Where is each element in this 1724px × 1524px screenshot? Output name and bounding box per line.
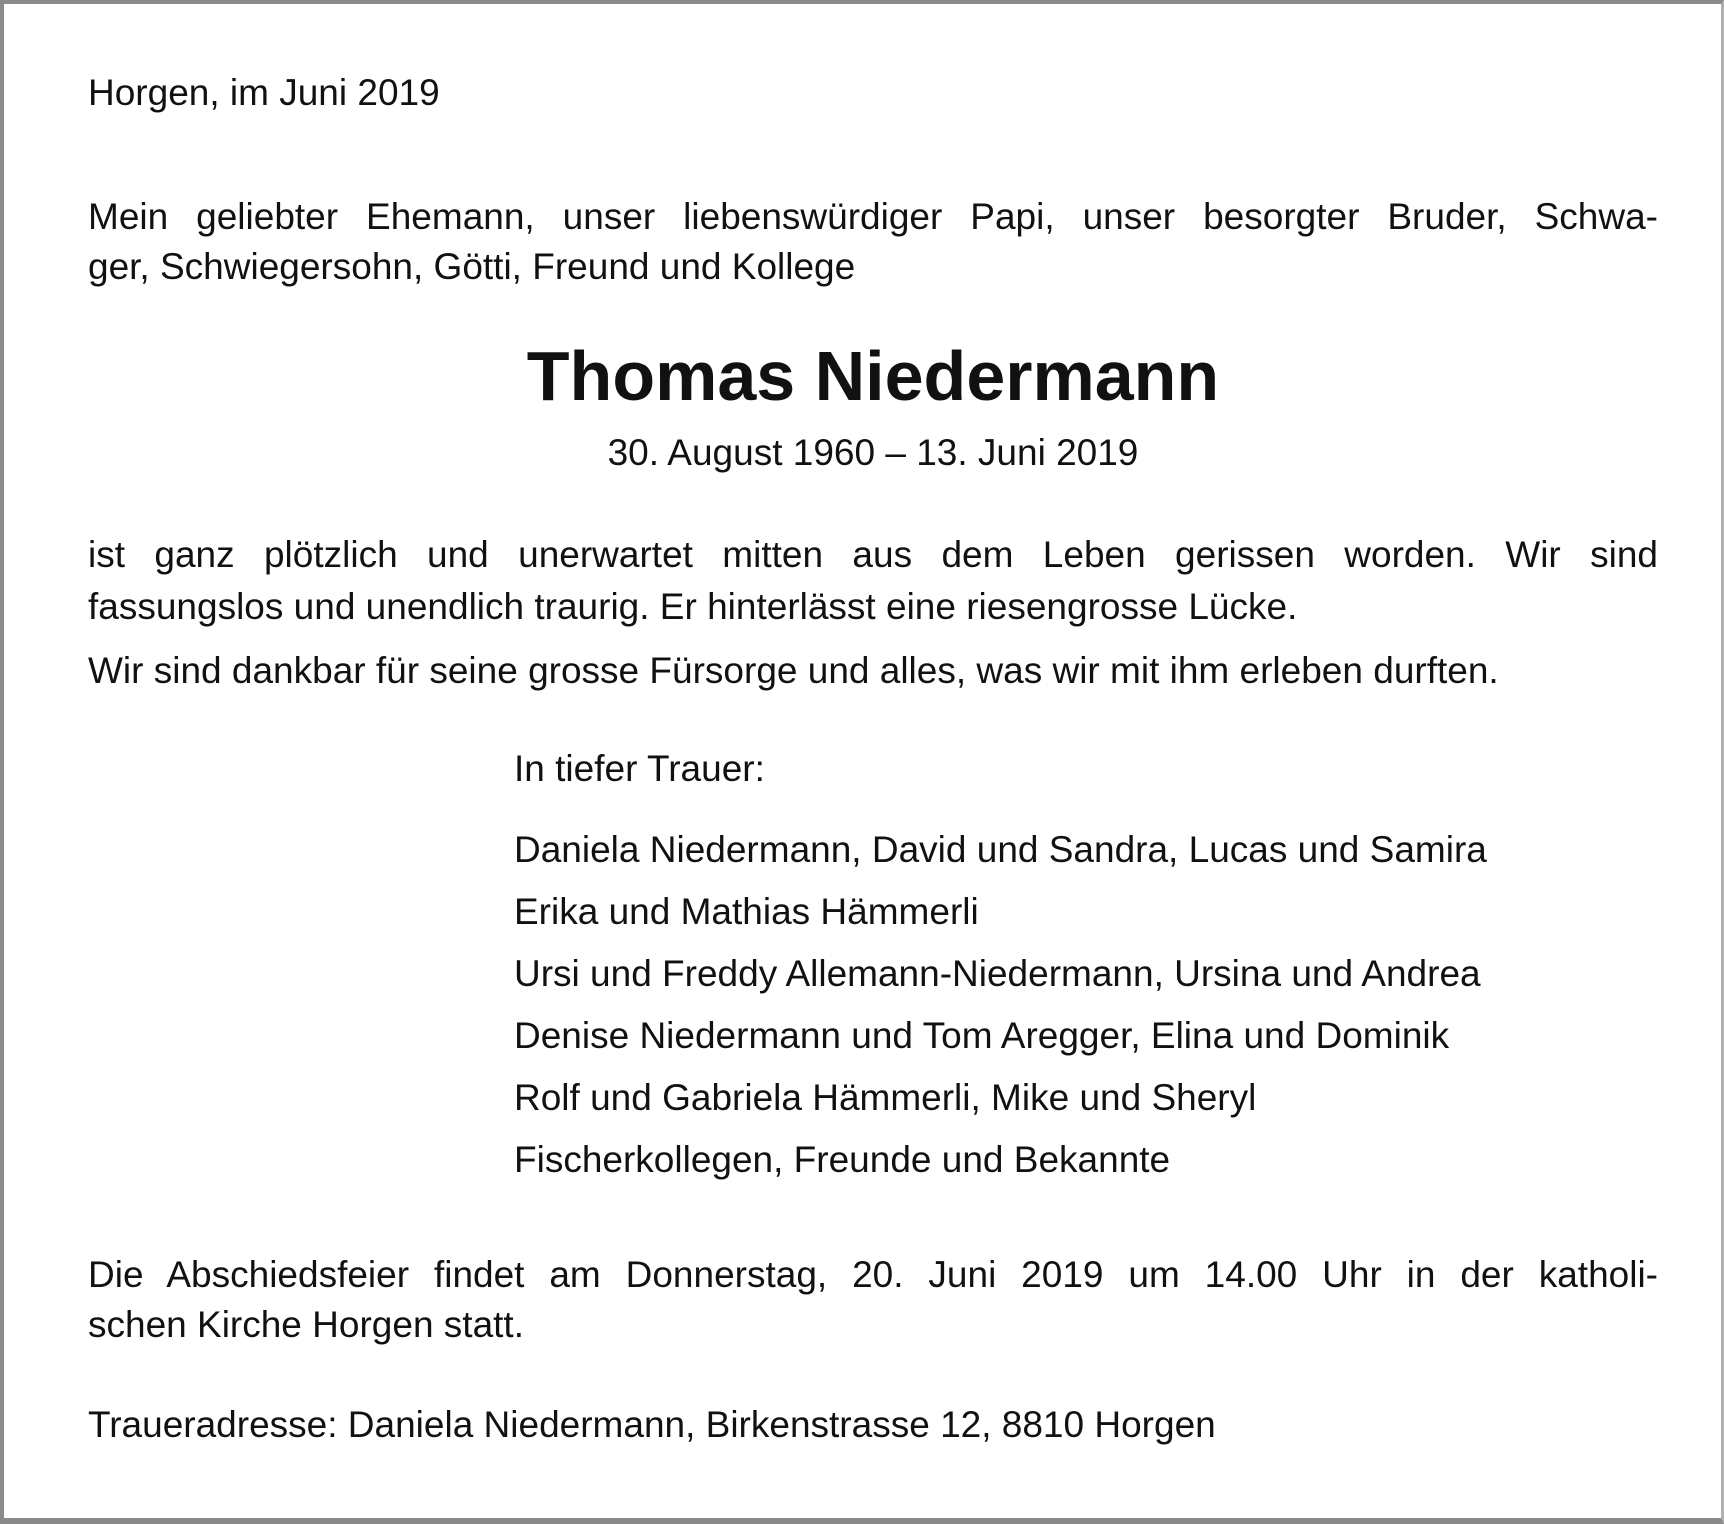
life-dates: 30. August 1960 – 13. Juni 2019 bbox=[607, 432, 1139, 473]
intro-line-2: ger, Schwiegersohn, Götti, Freund und Kollege bbox=[88, 246, 856, 287]
body-line-2: fassungslos und unendlich traurig. Er hinterlässt eine riesengrosse Lücke. bbox=[88, 586, 1298, 627]
intro-line-1: Mein geliebter Ehemann, unser liebenswürdiger Papi, unser besorgter Bruder, Schwa- bbox=[88, 196, 1658, 237]
mourner-entry: Erika und Mathias Hämmerli bbox=[514, 891, 979, 932]
mourner-entry: Rolf und Gabriela Hämmerli, Mike und Sheryl bbox=[514, 1077, 1257, 1118]
place-date: Horgen, im Juni 2019 bbox=[88, 72, 440, 113]
mourner-entry: Ursi und Freddy Allemann-Niedermann, Ursina und Andrea bbox=[514, 953, 1481, 994]
deceased-name: Thomas Niedermann bbox=[526, 337, 1220, 415]
mourning-heading: In tiefer Trauer: bbox=[514, 748, 765, 789]
mourner-entry: Fischerkollegen, Freunde und Bekannte bbox=[514, 1139, 1171, 1180]
mourner-entry: Denise Niedermann und Tom Aregger, Elina und Dominik bbox=[514, 1015, 1450, 1056]
ceremony-line-2: schen Kirche Horgen statt. bbox=[88, 1304, 524, 1345]
body-line-3: Wir sind dankbar für seine grosse Fürsorge und alles, was wir mit ihm erleben durften. bbox=[88, 650, 1499, 691]
ceremony-line-1: Die Abschiedsfeier findet am Donnerstag, 20. Juni 2019 um 14.00 Uhr in der katholi- bbox=[88, 1254, 1658, 1295]
body-line-1: ist ganz plötzlich und unerwartet mitten aus dem Leben gerissen worden. Wir sind bbox=[88, 534, 1658, 575]
mourners-list bbox=[514, 819, 1487, 1191]
mourner-entry: Daniela Niedermann, David und Sandra, Lucas und Samira bbox=[514, 829, 1487, 870]
mourning-address: Traueradresse: Daniela Niedermann, Birkenstrasse 12, 8810 Horgen bbox=[88, 1404, 1216, 1445]
